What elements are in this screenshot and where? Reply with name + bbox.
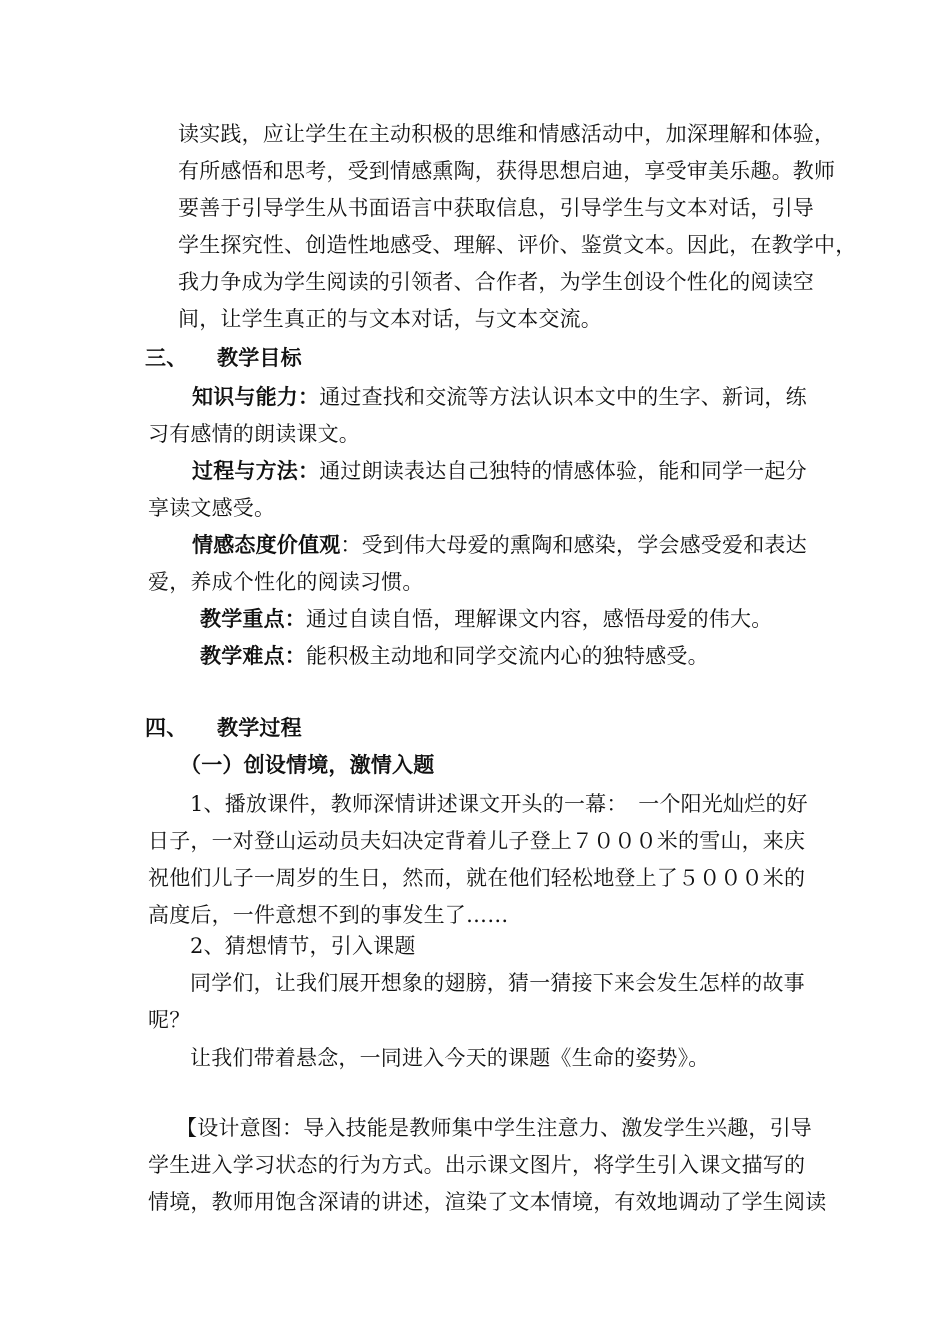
teaching-difficulty-text: 能积极主动地和同学交流内心的独特感受。	[306, 644, 709, 668]
design-intent-line-3: 情境，教师用饱含深请的讲述，渲染了文本情境，有效地调动了学生阅读	[148, 1190, 827, 1214]
intro-line-3: 要善于引导学生从书面语言中获取信息，引导学生与文本对话，引导	[178, 196, 814, 220]
section-3-heading	[145, 343, 302, 373]
goal-emotion-text-2: 爱，养成个性化的阅读习惯。	[148, 570, 424, 594]
section-4-heading	[145, 713, 302, 743]
goal-emotion-line-1	[192, 530, 807, 560]
teaching-difficulty-line	[200, 641, 709, 671]
intro-line-2: 有所感悟和思考，受到情感熏陶，获得思想启迪，享受审美乐趣。教师	[178, 159, 836, 183]
intro-line-1: 读实践，应让学生在主动积极的思维和情感活动中，加深理解和体验，	[178, 122, 836, 146]
process-p2: 2、猜想情节，引入课题	[190, 934, 416, 958]
section-4-title: 教学过程	[217, 715, 302, 740]
section-4-number: 四、	[145, 715, 188, 740]
process-p1-line-4: 高度后，一件意想不到的事发生了……	[148, 903, 509, 927]
design-intent-line-1: 【设计意图：导入技能是教师集中学生注意力、激发学生兴趣，引导	[176, 1116, 812, 1140]
goal-process-text-1: 通过朗读表达自己独特的情感体验，能和同学一起分	[319, 459, 807, 483]
process-p1-line-3: 祝他们儿子一周岁的生日，然而，就在他们轻松地登上了５０００米的	[148, 866, 806, 890]
goal-process-line-1	[192, 456, 807, 486]
goal-knowledge-text-1: 通过查找和交流等方法认识本文中的生字、新词，练	[319, 385, 807, 409]
goal-knowledge-line-1	[192, 382, 807, 412]
intro-line-4: 学生探究性、创造性地感受、理解、评价、鉴赏文本。因此，在教学中，	[178, 233, 857, 257]
goal-process-text-2: 享读文感受。	[148, 496, 276, 520]
intro-line-6: 间，让学生真正的与文本对话，与文本交流。	[178, 307, 602, 331]
section-3-number: 三、	[145, 345, 188, 370]
teaching-key-text: 通过自读自悟，理解课文内容，感悟母爱的伟大。	[306, 607, 773, 631]
design-intent-line-2: 学生进入学习状态的行为方式。出示课文图片，将学生引入课文描写的	[148, 1153, 806, 1177]
process-p3-line-2: 呢？	[148, 1008, 191, 1032]
goal-emotion-text-1: ：受到伟大母爱的熏陶和感染，学会感受爱和表达	[340, 533, 807, 557]
teaching-key-label: 教学重点：	[200, 606, 306, 631]
process-p1-line-1: 1、播放课件，教师深情讲述课文开头的一幕： 一个阳光灿烂的好	[190, 792, 808, 816]
section-3-title: 教学目标	[217, 345, 302, 370]
goal-knowledge-text-2: 习有感情的朗读课文。	[148, 422, 360, 446]
subsection-1-title: （一）创设情境，激情入题	[180, 752, 435, 777]
teaching-key-line	[200, 604, 772, 634]
process-p3-line-1: 同学们，让我们展开想象的翅膀，猜一猜接下来会发生怎样的故事	[190, 971, 805, 995]
process-p4: 让我们带着悬念，一同进入今天的课题《生命的姿势》。	[190, 1046, 710, 1070]
teaching-difficulty-label: 教学难点：	[200, 643, 306, 668]
goal-emotion-label: 情感态度价值观	[192, 532, 341, 557]
intro-line-5: 我力争成为学生阅读的引领者、合作者，为学生创设个性化的阅读空	[178, 270, 814, 294]
goal-process-label: 过程与方法：	[192, 458, 320, 483]
goal-knowledge-label: 知识与能力：	[192, 384, 320, 409]
process-p1-line-2: 日子，一对登山运动员夫妇决定背着儿子登上７０００米的雪山，来庆	[148, 829, 806, 853]
